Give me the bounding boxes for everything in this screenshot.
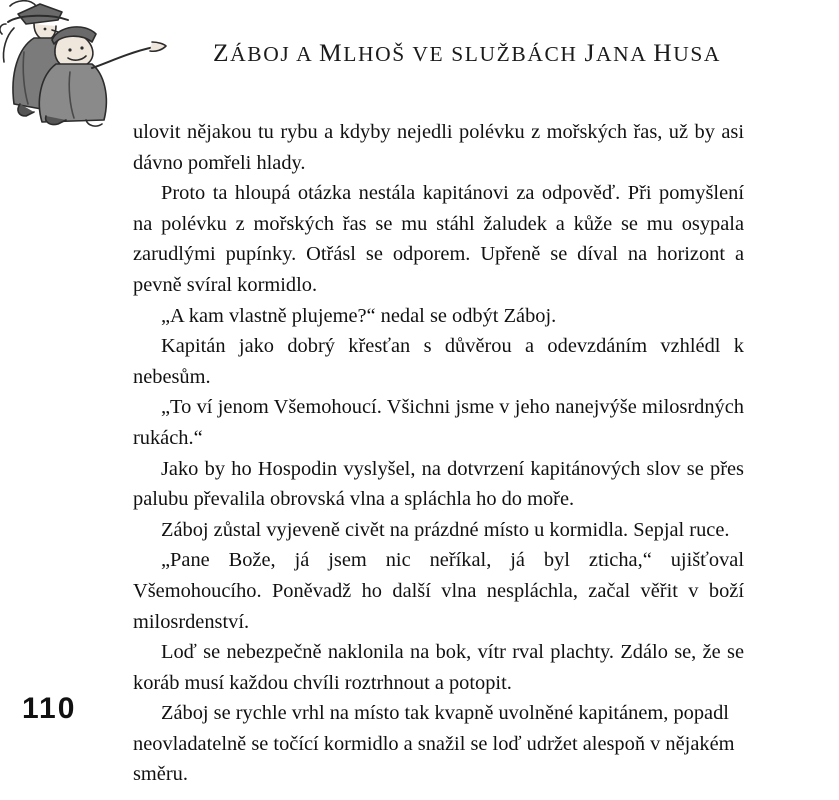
paragraph: „Pane Bože, já jsem nic neříkal, já byl zticha,“ ujišťoval Všemohoucího. Poněvadž ho další vlna nespláchla, začal věřit v boží milosrdenství. — [133, 549, 744, 633]
running-head-part: ÁBOJ A — [230, 42, 319, 66]
running-head-part: J — [584, 38, 597, 67]
paragraph: Záboj zůstal vyjeveně civět na prázdné místo u kormidla. Sepjal ruce. — [161, 518, 730, 541]
running-head-part: Z — [212, 38, 231, 67]
paragraph: „A kam vlastně plujeme?“ nedal se odbýt Záboj. — [161, 304, 557, 327]
running-head — [0, 38, 839, 68]
paragraph: Záboj se rychle vrhl na místo tak kvapně uvolněné kapitánem, popadl neovladatelně se točící kormidlo a snažil se loď udržet alespoň v nějakém směru. — [133, 702, 735, 786]
running-head-part: ANA — [596, 42, 654, 66]
page-number: 110 — [22, 692, 77, 725]
running-head-part: USA — [673, 42, 722, 66]
paragraph: „To ví jenom Všemohoucí. Všichni jsme v jeho nanejvýše milosrdných rukách.“ — [133, 396, 744, 449]
paragraph: Loď se nebezpečně naklonila na bok, vítr rval plachty. Zdálo se, že se koráb musí každou chvíli roztrhnout a potopit. — [133, 641, 744, 694]
paragraph: Jako by ho Hospodin vyslyšel, na dotvrzení kapitánových slov se přes palubu převalila obrovská vlna a spláchla ho do moře. — [133, 457, 744, 511]
body-text — [133, 117, 744, 790]
running-head-part: H — [653, 38, 674, 67]
paragraph: Kapitán jako dobrý křesťan s důvěrou a odevzdáním vzhlédl k nebesům. — [133, 335, 744, 388]
paragraph: ulovit nějakou tu rybu a kdyby nejedli polévku z mořských řas, už by asi dávno pomřeli hlady. — [133, 121, 744, 174]
paragraph: Proto ta hloupá otázka nestála kapitánovi za odpověď. Při pomyšlení na polévku z mořských řas se mu stáhl žaludek a kůže se mu osypala zarudlými pupínky. Otřásl se odporem. Upřeně se díval na horizont a pevně svíral kormidlo. — [133, 182, 744, 296]
running-head-text — [212, 38, 722, 67]
running-head-part: M — [319, 38, 344, 67]
running-head-part: LHOŠ VE SLUŽBÁCH — [343, 42, 585, 66]
